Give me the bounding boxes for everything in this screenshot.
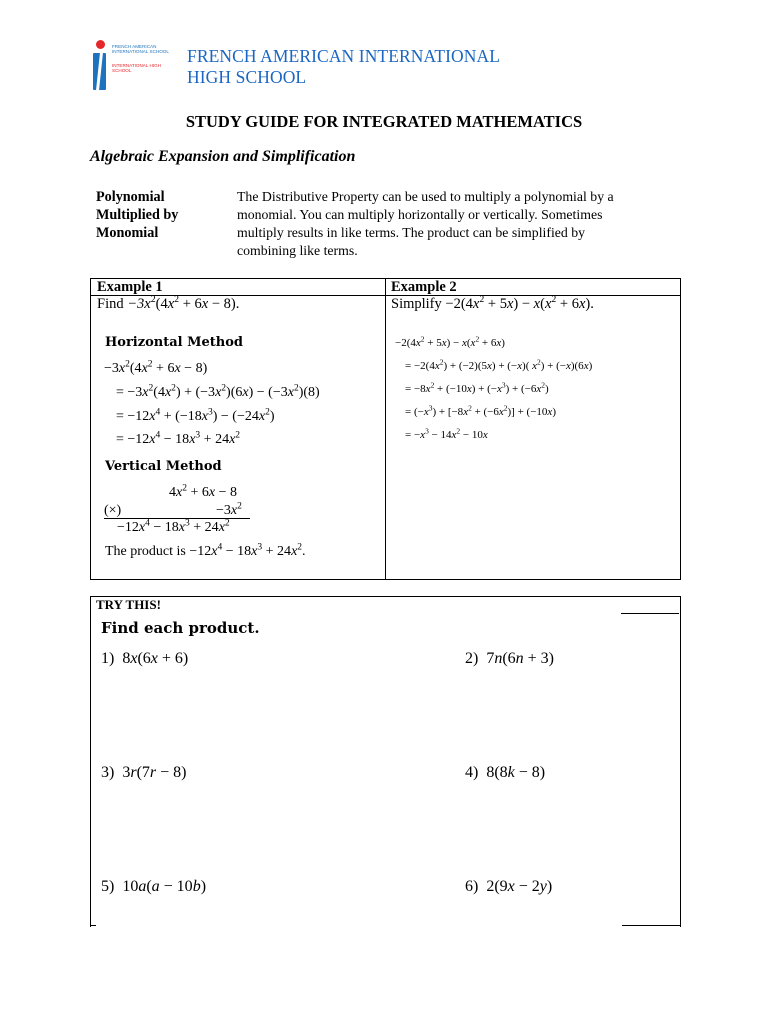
ex1-horizontal-line: = $-12x^4 + (-18x^3) - (-24x^2)$ — [116, 407, 275, 424]
vertical-method-heading: Vertical Method — [105, 459, 222, 474]
ex2-line: = $-8x^2 + (-10x) + (-x^3) + (-6x^2)$ — [405, 380, 549, 395]
ex1-horizontal-line: $-3x^2(4x^2 + 6x - 8)$ — [104, 359, 208, 376]
problem-6: 6) 2(9x − 2y) — [465, 878, 553, 895]
logo-i-mark — [93, 40, 107, 92]
school-name-line1: FRENCH AMERICAN INTERNATIONAL — [187, 46, 501, 66]
example2-heading: Example 2 — [391, 279, 457, 295]
ex2-line: = $-x^3 - 14x^2 - 10x$ — [405, 426, 488, 441]
page-title: STUDY GUIDE FOR INTEGRATED MATHEMATICS — [185, 112, 583, 131]
ex1-product: The product is $-12x^4 - 18x^3 + 24x^2$. — [105, 542, 306, 559]
problem-3: 3) 3r(7r − 8) — [101, 764, 187, 781]
try-this-instruction: Find each product. — [101, 619, 260, 637]
ex1-vertical-line: $-12x^4 - 18x^3 + 24x^2$ — [117, 518, 230, 535]
logo-text-top: FRENCH AMERICAN INTERNATIONAL SCHOOL — [112, 44, 169, 55]
concept-label: Polynomial Multiplied by Monomial — [96, 189, 179, 241]
example1-heading: Example 1 — [97, 279, 163, 295]
example1-prompt: Find $-3x^2(4x^2 + 6x - 8)$. — [97, 294, 240, 312]
horizontal-method-heading: Horizontal Method — [105, 335, 244, 350]
example2-prompt: Simplify $-2(4x^2 + 5x) - x(x^2 + 6x)$. — [391, 294, 594, 312]
ex1-vertical-line: (×) — [104, 503, 122, 518]
logo-text-bottom: INTERNATIONAL HIGH SCHOOL — [112, 63, 162, 74]
logo-dot — [96, 40, 105, 49]
problem-2: 2) 7n(6n + 3) — [465, 650, 555, 667]
try-this-heading: TRY THIS! — [96, 597, 161, 612]
problem-5: 5) 10a(a − 10b) — [101, 878, 207, 895]
ex2-line: = $-2(4x^2) + (-2)(5x) + (-x)$( $x^2) + (-x)(6x)$ — [405, 357, 593, 372]
ex1-horizontal-line: = $-12x^4 - 18x^3 + 24x^2$ — [116, 430, 241, 447]
school-name-line2: HIGH SCHOOL — [187, 67, 307, 87]
ex1-horizontal-line: = $-3x^2(4x^2) + (-3x^2)(6x) - (-3x^2)(8)$ — [116, 383, 320, 400]
problem-1: 1) 8x(6x + 6) — [101, 650, 189, 667]
problem-4: 4) 8(8k − 8) — [465, 764, 546, 781]
try-this-rule — [621, 613, 679, 614]
table-column-divider — [385, 278, 386, 580]
ex2-line: $-2(4x^2 + 5x) - x(x^2 + 6x)$ — [395, 334, 505, 349]
school-name — [187, 46, 500, 88]
school-logo — [93, 40, 177, 92]
section-subtitle: Algebraic Expansion and Simplification — [90, 148, 356, 165]
ex1-vertical-line: $-3x^2$ — [216, 501, 242, 518]
ex1-vertical-line: $4x^2 + 6x - 8$ — [169, 483, 238, 500]
ex2-line: = $(-x^3) + [-8x^2 + (-6x^2)] + (-10x)$ — [405, 403, 556, 418]
concept-description: The Distributive Property can be used to multiply a polynomial by a monomial. You can multiply horizontally or vertically. Sometimes multiply results in like terms. The product can be simplified by combining like terms. — [237, 189, 614, 258]
